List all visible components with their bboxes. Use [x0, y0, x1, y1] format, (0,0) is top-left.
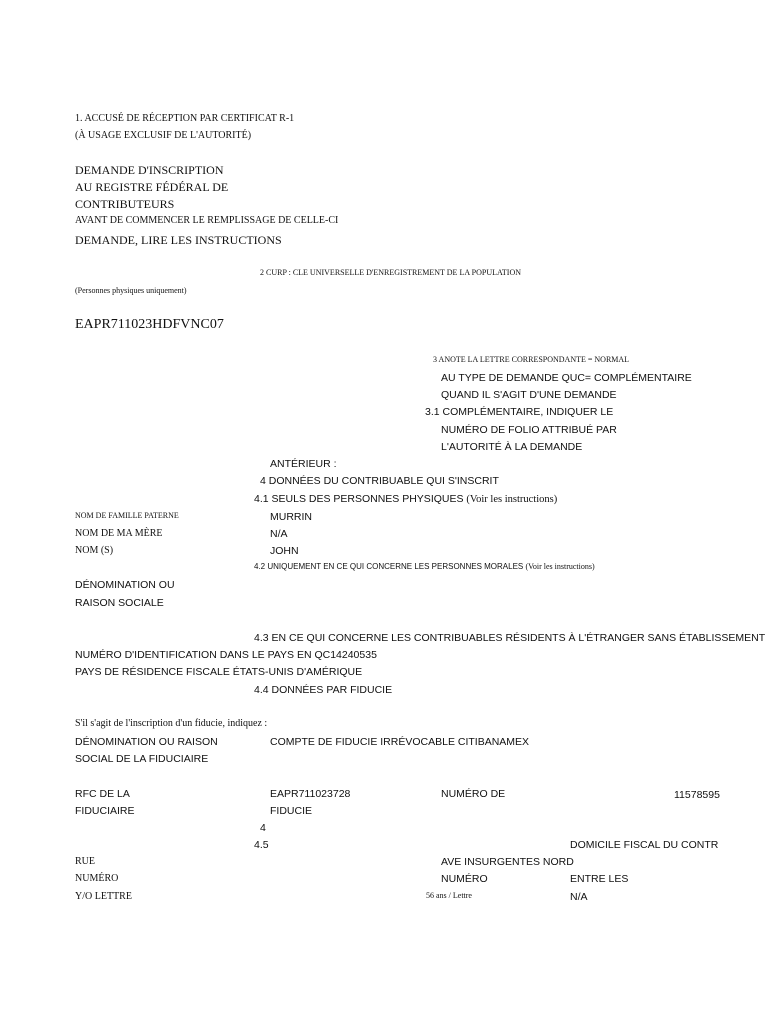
section3-line4: 3.1 COMPLÉMENTAIRE, INDIQUER LE — [425, 406, 614, 418]
section42-main: 4.2 UNIQUEMENT EN CE QUI CONCERNE LES PERSONNES MORALES — [254, 562, 526, 571]
stray-number-four: 4 — [260, 822, 266, 834]
fiscal-residence-line: PAYS DE RÉSIDENCE FISCALE ÉTATS-UNIS D'AMÉRIQUE — [75, 666, 363, 678]
trust-denomination-value: COMPTE DE FIDUCIE IRRÉVOCABLE CITIBANAMEX — [270, 736, 530, 748]
denomination-label-line1: DÉNOMINATION OU — [75, 579, 175, 591]
street-label: RUE — [75, 856, 95, 867]
street-value: AVE INSURGENTES NORD — [441, 856, 574, 868]
section3-line5: NUMÉRO DE FOLIO ATTRIBUÉ PAR — [441, 424, 617, 436]
section3-line7: ANTÉRIEUR : — [270, 458, 337, 470]
rfc-label-line2: FIDUCIAIRE — [75, 805, 135, 817]
section3-line6: L'AUTORITÉ À LA DEMANDE — [441, 441, 583, 453]
given-name-label: NOM (S) — [75, 545, 114, 556]
curp-value: EAPR711023HDFVNC07 — [75, 317, 224, 332]
fiducie-label: FIDUCIE — [270, 805, 312, 817]
section45-heading: 4.5 — [254, 839, 269, 851]
mother-name-label: NOM DE MA MÈRE — [75, 528, 163, 539]
fiscal-domicile-heading: DOMICILE FISCAL DU CONTR — [570, 839, 719, 851]
curp-heading: 2 CURP : CLE UNIVERSELLE D'ENREGISTREMENT DE LA POPULATION — [260, 268, 521, 277]
mother-name-value: N/A — [270, 528, 288, 540]
section41-main: 4.1 SEULS DES PERSONNES PHYSIQUES — [254, 493, 467, 505]
between-streets-label: ENTRE LES — [570, 873, 629, 885]
section3-line3: QUAND IL S'AGIT D'UNE DEMANDE — [441, 389, 617, 401]
foreign-id-number-line: NUMÉRO D'IDENTIFICATION DANS LE PAYS EN QC14240535 — [75, 649, 377, 661]
ack-certificate-line: 1. ACCUSÉ DE RÉCEPTION PAR CERTIFICAT R-1 — [75, 113, 295, 124]
form-title-line4: AVANT DE COMMENCER LE REMPLISSAGE DE CELLE-CI — [75, 215, 339, 226]
denomination-label-line2: RAISON SOCIALE — [75, 597, 164, 609]
given-name-value: JOHN — [270, 545, 299, 557]
trust-number-label: NUMÉRO DE — [441, 788, 506, 800]
trust-denomination-label-line1: DÉNOMINATION OU RAISON — [75, 736, 218, 748]
trust-denomination-label-line2: SOCIAL DE LA FIDUCIAIRE — [75, 753, 209, 765]
section3-line2: AU TYPE DE DEMANDE QUC= COMPLÉMENTAIRE — [441, 372, 692, 384]
rfc-value: EAPR711023728 — [270, 788, 351, 800]
trust-instruction-note: S'il s'agit de l'inscription d'un fiducie, indiquez : — [75, 718, 268, 729]
number-label: NUMÉRO — [75, 873, 119, 884]
letter-label: Y/O LETTRE — [75, 891, 132, 902]
number-label-2: NUMÉRO — [441, 873, 488, 885]
paternal-name-value: MURRIN — [270, 511, 312, 523]
curp-note: (Personnes physiques uniquement) — [75, 286, 187, 295]
section44-heading: 4.4 DONNÉES PAR FIDUCIE — [254, 684, 393, 696]
between-streets-value: N/A — [570, 891, 588, 903]
rfc-label-line1: RFC DE LA — [75, 788, 130, 800]
section3-line1: 3 ANOTE LA LETTRE CORRESPONDANTE = NORMAL — [433, 355, 630, 364]
form-title-line1: DEMANDE D'INSCRIPTION — [75, 163, 224, 177]
section42-note: (Voir les instructions) — [525, 562, 595, 571]
section4-heading: 4 DONNÉES DU CONTRIBUABLE QUI S'INSCRIT — [260, 475, 499, 487]
paternal-name-label: NOM DE FAMILLE PATERNE — [75, 511, 179, 520]
trust-number-value: 11578595 — [674, 789, 720, 801]
section41-heading — [254, 494, 557, 506]
form-title-line3: CONTRIBUTEURS — [75, 197, 175, 211]
age-letter-note: 56 ans / Lettre — [426, 891, 472, 900]
form-title-line5: DEMANDE, LIRE LES INSTRUCTIONS — [75, 233, 282, 247]
section43-heading: 4.3 EN CE QUI CONCERNE LES CONTRIBUABLES RÉSIDENTS À L'ÉTRANGER SANS ÉTABLISSEMENT — [254, 632, 766, 644]
form-title-line2: AU REGISTRE FÉDÉRAL DE — [75, 180, 229, 194]
authority-only-note: (À USAGE EXCLUSIF DE L'AUTORITÉ) — [75, 130, 252, 141]
section41-note: (Voir les instructions) — [466, 494, 558, 505]
section42-heading — [254, 563, 595, 571]
